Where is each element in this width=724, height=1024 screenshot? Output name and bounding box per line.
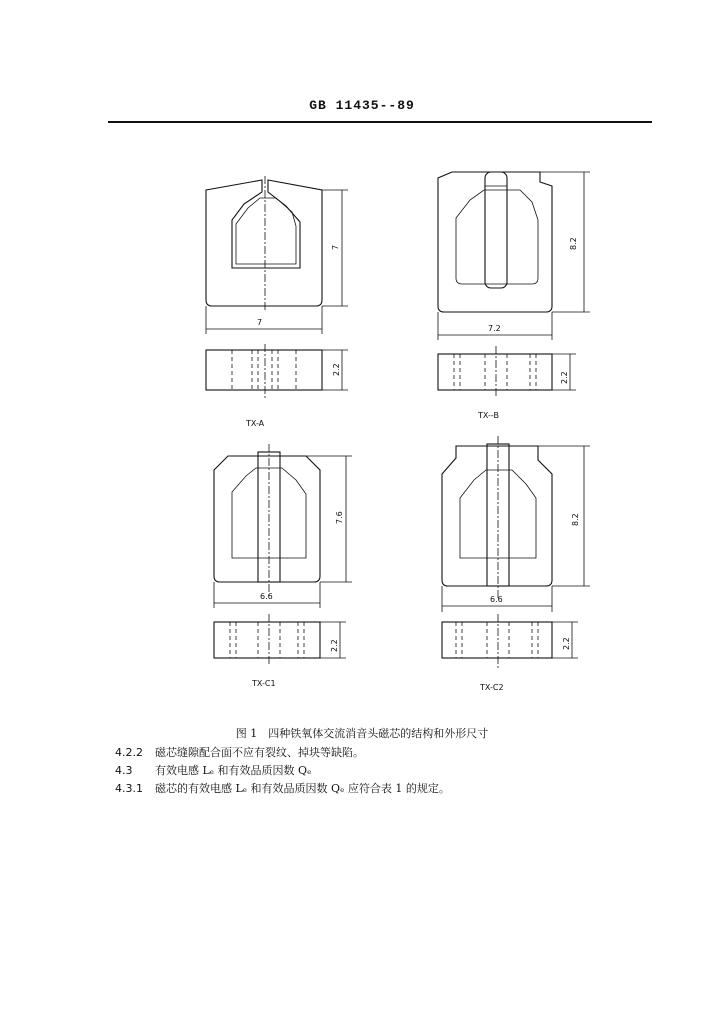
core-tx-c1 bbox=[214, 444, 352, 688]
tx-c2-width-dimension bbox=[442, 586, 552, 612]
core-tx-b bbox=[438, 172, 590, 420]
tx-b-side-view bbox=[438, 346, 576, 398]
tx-c2-side-view bbox=[442, 614, 578, 670]
clause-4-2-2 bbox=[115, 744, 364, 760]
core-tx-c2 bbox=[442, 436, 590, 692]
tx-b-width-dimension bbox=[438, 312, 552, 340]
clause-number: 4.3 bbox=[115, 764, 133, 777]
tx-c2-front-view bbox=[442, 436, 552, 598]
tx-b-label: TX--B bbox=[478, 411, 499, 420]
tx-c2-thickness-label: 2.2 bbox=[562, 637, 571, 650]
tx-c2-height-label: 8.2 bbox=[571, 513, 580, 526]
tx-c2-height-dimension bbox=[538, 446, 590, 586]
tx-c2-label: TX-C2 bbox=[480, 683, 504, 692]
tx-c1-height-label: 7.6 bbox=[335, 511, 344, 524]
clause-4-3-1 bbox=[115, 780, 450, 796]
tx-b-width-label: 7.2 bbox=[488, 324, 501, 333]
clause-number: 4.3.1 bbox=[115, 782, 143, 795]
tx-c1-height-dimension bbox=[306, 456, 352, 582]
tx-c1-front-view bbox=[214, 444, 320, 596]
tx-c2-width-label: 6.6 bbox=[490, 595, 503, 604]
tx-c1-side-view bbox=[214, 614, 346, 666]
tx-b-height-label: 8.2 bbox=[569, 237, 578, 250]
clause-4-3 bbox=[115, 762, 311, 778]
clause-text: 磁芯的有效电感 Lₑ 和有效品质因数 Qₑ 应符合表 1 的规定。 bbox=[155, 782, 450, 795]
tx-b-front-view bbox=[438, 172, 552, 312]
tx-a-label: TX-A bbox=[246, 419, 265, 428]
tx-c1-width-label: 6.6 bbox=[260, 592, 273, 601]
core-tx-a bbox=[206, 176, 348, 428]
tx-c1-thickness-label: 2.2 bbox=[330, 639, 339, 652]
tx-a-width-label: 7 bbox=[257, 318, 263, 327]
tx-c1-width-dimension bbox=[214, 582, 320, 608]
clause-number: 4.2.2 bbox=[115, 746, 143, 759]
tx-a-width-dimension bbox=[206, 306, 322, 334]
clause-text: 磁芯缝隙配合面不应有裂纹、掉块等缺陷。 bbox=[155, 746, 364, 759]
figure-caption: 图 1 四种铁氧体交流消音头磁芯的结构和外形尺寸 bbox=[235, 727, 489, 740]
tx-a-front-view bbox=[206, 176, 322, 312]
tx-c1-label: TX-C1 bbox=[252, 679, 276, 688]
tx-a-thickness-label: 2.2 bbox=[332, 363, 341, 376]
standard-header: GB 11435--89 bbox=[309, 98, 415, 113]
tx-a-height-dimension bbox=[322, 190, 348, 306]
tx-b-thickness-label: 2.2 bbox=[560, 371, 569, 384]
tx-b-height-dimension bbox=[540, 172, 590, 312]
tx-a-side-view bbox=[206, 344, 348, 398]
tx-a-height-label: 7 bbox=[331, 244, 340, 250]
clause-text: 有效电感 Lₑ 和有效品质因数 Qₑ bbox=[155, 764, 312, 777]
